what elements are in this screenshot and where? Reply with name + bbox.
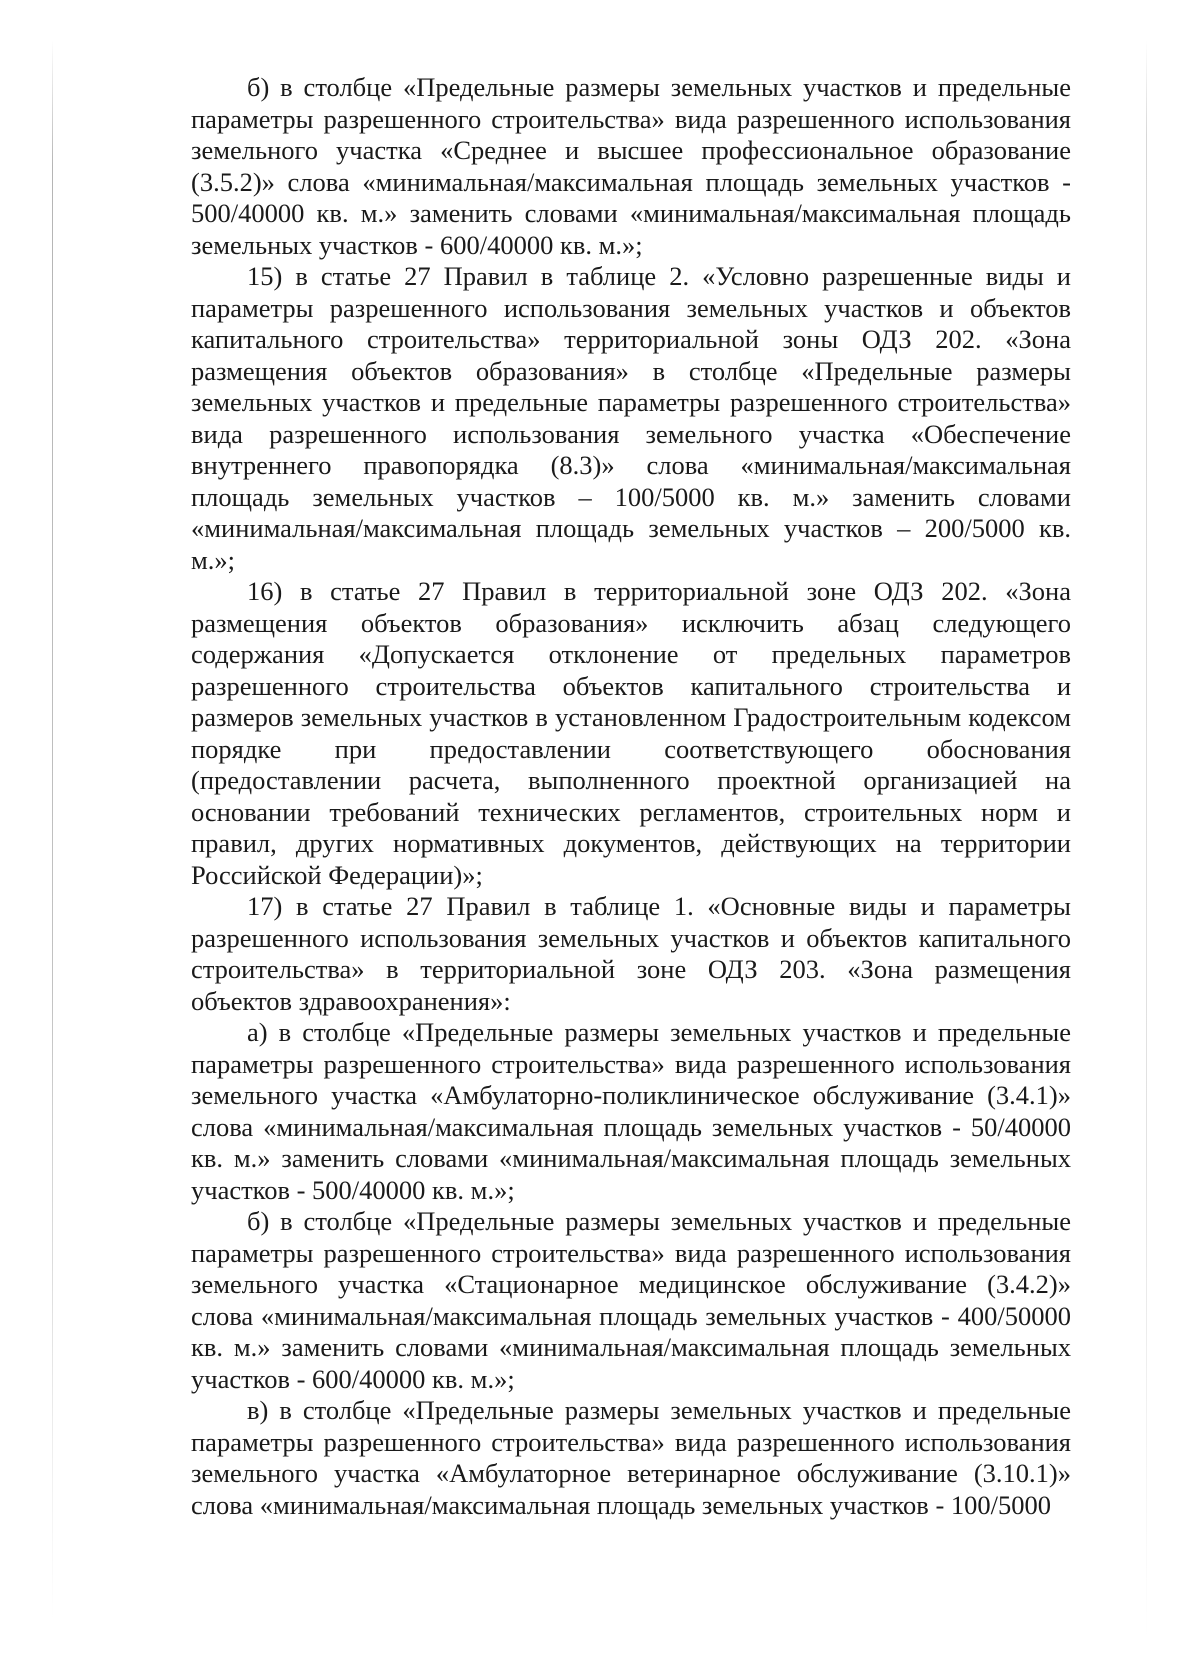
scan-edge-left <box>52 40 53 1620</box>
paragraph-17v: в) в столбце «Предельные размеры земельных участков и предельные параметры разрешенного строительства» вида разрешенного использования земельного участка «Амбулаторное ветеринарное обслуживание (3.10.1)» слова «минимальная/максимальная площадь земельных участков - 100/5000 <box>191 1395 1071 1520</box>
paragraph-17: 17) в статье 27 Правил в таблице 1. «Основные виды и параметры разрешенного использования земельных участков и объектов капитального строительства» в территориальной зоне ОДЗ 203. «Зона размещения объектов здравоохранения»: <box>191 891 1071 1016</box>
paragraph-16: 16) в статье 27 Правил в территориальной зоне ОДЗ 202. «Зона размещения объектов образования» исключить абзац следующего содержания «Допускается отклонение от предельных параметров разрешенного строительства объектов капитального строительства и размеров земельных участков в установленном Градостроительным кодексом порядке при предоставлении соответствующего обоснования (предоставлении расчета, выполненного проектной организацией на основании требований технических регламентов, строительных норм и правил, других нормативных документов, действующих на территории Российской Федерации)»; <box>191 576 1071 890</box>
document-body <box>191 72 1071 1521</box>
paragraph-14b: б) в столбце «Предельные размеры земельных участков и предельные параметры разрешенного строительства» вида разрешенного использования земельного участка «Среднее и высшее профессиональное образование (3.5.2)» слова «минимальная/максимальная площадь земельных участков - 500/40000 кв. м.» заменить словами «минимальная/максимальная площадь земельных участков - 600/40000 кв. м.»; <box>191 72 1071 260</box>
paragraph-17a: а) в столбце «Предельные размеры земельных участков и предельные параметры разрешенного строительства» вида разрешенного использования земельного участка «Амбулаторно-поликлиническое обслуживание (3.4.1)» слова «минимальная/максимальная площадь земельных участков - 50/40000 кв. м.» заменить словами «минимальная/максимальная площадь земельных участков - 500/40000 кв. м.»; <box>191 1017 1071 1205</box>
scan-edge-right <box>1146 40 1147 1640</box>
paragraph-15: 15) в статье 27 Правил в таблице 2. «Условно разрешенные виды и параметры разрешенного использования земельных участков и объектов капитального строительства» территориальной зоны ОДЗ 202. «Зона размещения объектов образования» в столбце «Предельные размеры земельных участков и предельные параметры разрешенного строительства» вида разрешенного использования земельного участка «Обеспечение внутреннего правопорядка (8.3)» слова «минимальная/максимальная площадь земельных участков – 100/5000 кв. м.» заменить словами «минимальная/максимальная площадь земельных участков – 200/5000 кв. м.»; <box>191 261 1071 575</box>
paragraph-17b: б) в столбце «Предельные размеры земельных участков и предельные параметры разрешенного строительства» вида разрешенного использования земельного участка «Стационарное медицинское обслуживание (3.4.2)» слова «минимальная/максимальная площадь земельных участков - 400/50000 кв. м.» заменить словами «минимальная/максимальная площадь земельных участков - 600/40000 кв. м.»; <box>191 1206 1071 1394</box>
